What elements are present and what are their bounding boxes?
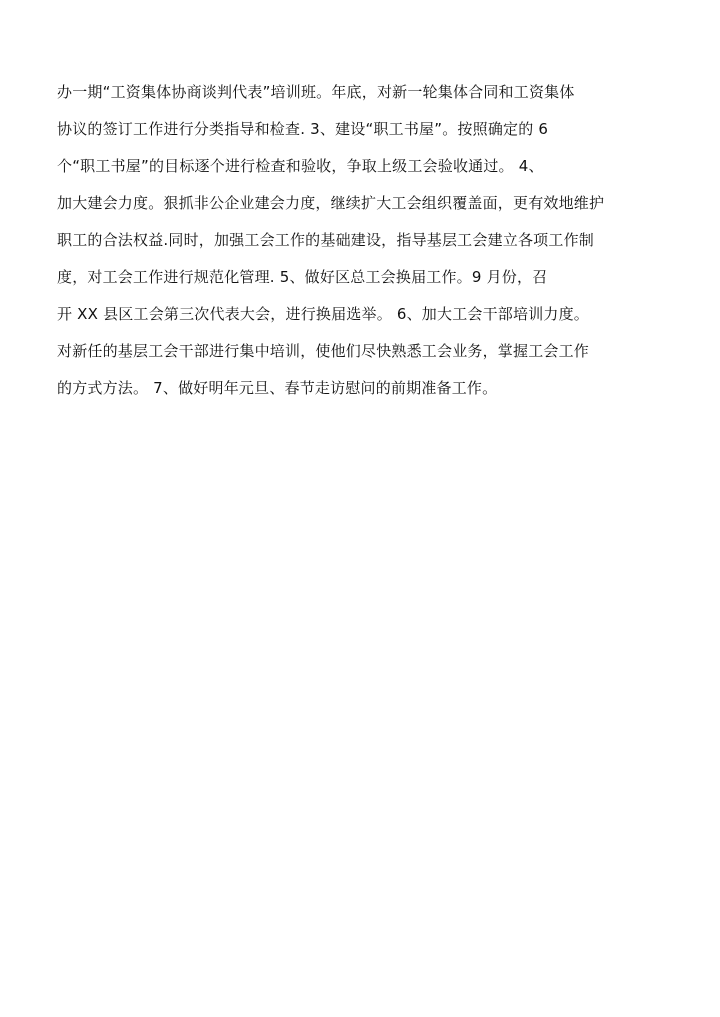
text-line-6: 度，对工会工作进行规范化管理. 5、做好区总工会换届工作。9 月份，召 xyxy=(57,268,548,286)
body-paragraph xyxy=(57,80,697,413)
text-line-1: 办一期“工资集体协商谈判代表”培训班。年底，对新一轮集体合同和工资集体 xyxy=(57,83,575,101)
text-line-7: 开 XX 县区工会第三次代表大会，进行换届选举。 6、加大工会干部培训力度。 xyxy=(57,305,590,323)
text-line-8: 对新任的基层工会干部进行集中培训，使他们尽快熟悉工会业务，掌握工会工作 xyxy=(57,342,590,360)
text-line-2: 协议的签订工作进行分类指导和检查. 3、建设“职工书屋”。按照确定的 6 xyxy=(57,120,549,138)
text-line-3: 个“职工书屋”的目标逐个进行检查和验收，争取上级工会验收通过。 4、 xyxy=(57,157,544,175)
text-line-9: 的方式方法。 7、做好明年元旦、春节走访慰问的前期准备工作。 xyxy=(57,379,498,397)
text-line-4: 加大建会力度。狠抓非公企业建会力度，继续扩大工会组织覆盖面，更有效地维护 xyxy=(57,194,605,212)
text-line-5: 职工的合法权益.同时，加强工会工作的基础建设，指导基层工会建立各项工作制 xyxy=(57,231,594,249)
